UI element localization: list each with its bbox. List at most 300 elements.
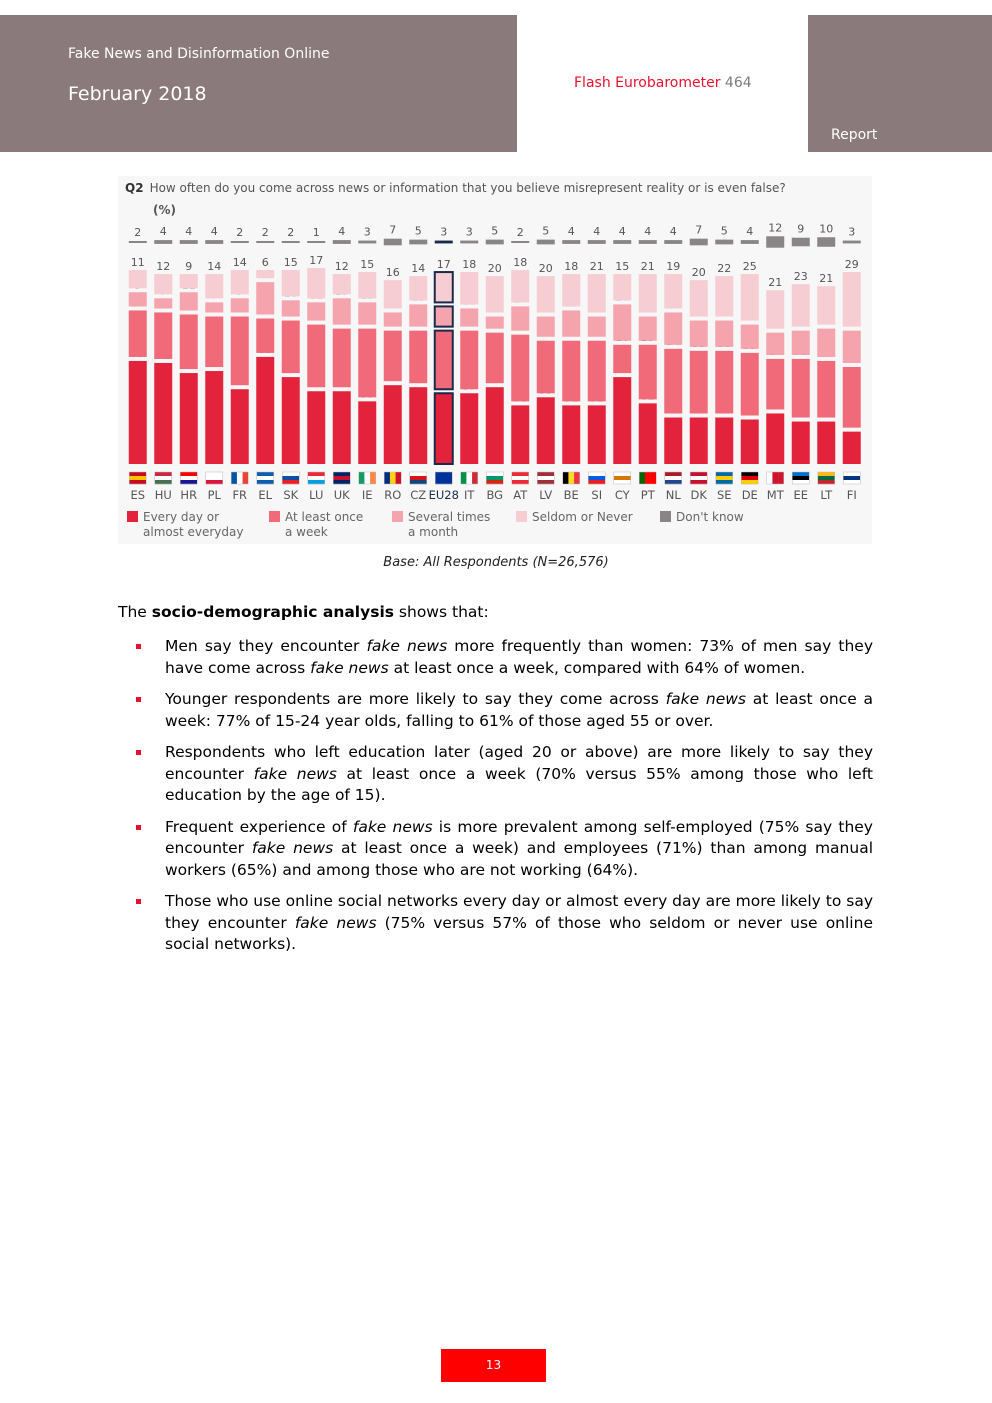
- flag-cy: [614, 472, 631, 484]
- bar-s1-ie: [358, 329, 376, 398]
- label-dontknow-it: 3: [465, 225, 473, 239]
- bar-group-hr: [180, 225, 198, 502]
- bar-s0-at: [511, 405, 529, 464]
- legend-swatch: [127, 511, 138, 522]
- bar-s2-si: [588, 317, 606, 337]
- legend-item-2: [392, 510, 490, 540]
- bar-dontknow-de: [741, 240, 759, 244]
- bar-s2-it: [460, 308, 478, 326]
- flag-fr: [231, 472, 248, 484]
- flag-hr: [180, 472, 197, 484]
- bar-s0-ee: [792, 422, 810, 464]
- bar-s2-se: [715, 321, 733, 347]
- label-s3-nl: 19: [666, 260, 681, 274]
- bar-group-at: [511, 226, 529, 502]
- bar-s3-el: [256, 270, 274, 278]
- label-s3-eu28: 17: [436, 258, 451, 272]
- bar-s1-it: [460, 331, 478, 390]
- bar-dontknow-fr: [231, 241, 249, 243]
- flag-nl: [665, 472, 682, 484]
- category-label-se: SE: [716, 488, 732, 502]
- legend-swatch: [392, 511, 403, 522]
- bar-group-lt: [817, 222, 835, 502]
- bar-dontknow-nl: [664, 240, 682, 244]
- chart-container: [118, 176, 872, 544]
- bar-s3-dk: [690, 280, 708, 316]
- category-label-sk: SK: [283, 488, 299, 502]
- bar-s3-uk: [333, 274, 351, 294]
- bar-s2-nl: [664, 312, 682, 344]
- label-dontknow-ie: 3: [363, 225, 371, 239]
- bar-s0-pt: [639, 403, 657, 464]
- flag-sk: [282, 472, 299, 484]
- bar-s3-cy: [613, 274, 631, 300]
- bar-group-fi: [843, 226, 861, 502]
- label-s3-fi: 29: [844, 258, 859, 272]
- bar-dontknow-it: [460, 241, 478, 244]
- bar-dontknow-cz: [409, 240, 427, 245]
- base-note: Base: All Respondents (N=26,576): [383, 555, 609, 570]
- bar-s3-at: [511, 270, 529, 302]
- bar-s1-be: [562, 341, 580, 402]
- bar-s2-lu: [307, 302, 325, 320]
- category-label-uk: UK: [333, 488, 350, 502]
- intro-bold: socio-demographic analysis: [151, 603, 394, 621]
- bar-s3-es: [129, 270, 147, 288]
- flag-fi: [843, 472, 860, 484]
- bar-dontknow-lu: [307, 241, 325, 243]
- bullet-square-icon: [136, 644, 141, 649]
- bar-s2-es: [129, 292, 147, 306]
- header-banner-right: [808, 15, 992, 152]
- label-dontknow-uk: 4: [338, 225, 346, 239]
- bar-dontknow-at: [511, 241, 529, 243]
- bar-s0-pl: [205, 371, 223, 464]
- question-code: Q2: [125, 181, 144, 195]
- bar-s3-pl: [205, 274, 223, 298]
- flag-es: [129, 472, 146, 484]
- bar-s0-se: [715, 418, 733, 465]
- bar-s0-fr: [231, 389, 249, 464]
- label-s3-cy: 15: [615, 260, 630, 274]
- flag-pt: [639, 472, 656, 484]
- legend-label: Every day or: [143, 510, 220, 524]
- label-s3-lv: 20: [538, 262, 553, 276]
- flag-hu: [155, 472, 172, 484]
- label-s3-hr: 9: [185, 260, 193, 274]
- bar-s0-es: [129, 361, 147, 464]
- label-s3-ie: 15: [360, 258, 375, 272]
- bar-group-ie: [358, 226, 376, 502]
- question-text: How often do you come across news or information that you believe misrepresent reality or is even false?: [149, 181, 786, 195]
- unit-label: (%): [153, 203, 176, 217]
- label-s3-fr: 14: [232, 256, 247, 270]
- bar-s1-lu: [307, 325, 325, 388]
- bar-s0-mt: [766, 413, 784, 464]
- category-label-be: BE: [563, 488, 579, 502]
- label-s3-hu: 12: [156, 260, 171, 274]
- bullet-square-icon: [136, 825, 141, 830]
- label-s3-el: 6: [261, 256, 269, 270]
- bar-dontknow-el: [256, 241, 274, 243]
- bar-s3-pt: [639, 274, 657, 312]
- label-s3-lt: 21: [819, 272, 834, 286]
- category-label-pl: PL: [207, 488, 221, 502]
- flag-si: [588, 472, 605, 484]
- bar-group-nl: [664, 225, 682, 502]
- bar-s3-de: [741, 274, 759, 321]
- bar-group-de: [741, 225, 759, 502]
- bar-s0-cz: [409, 387, 427, 464]
- bar-group-be: [562, 225, 580, 502]
- bar-s2-uk: [333, 298, 351, 324]
- legend-label: Several times: [408, 510, 491, 524]
- bar-group-ro: [384, 224, 402, 502]
- bar-s1-bg: [486, 333, 504, 384]
- category-label-hr: HR: [180, 488, 198, 502]
- bar-dontknow-lv: [537, 240, 555, 245]
- label-dontknow-lv: 5: [542, 224, 550, 238]
- bar-s0-dk: [690, 418, 708, 465]
- intro-paragraph: The socio-demographic analysis shows that:: [118, 603, 489, 621]
- label-s3-bg: 20: [487, 262, 502, 276]
- bar-s2-hr: [180, 292, 198, 310]
- label-s3-ee: 23: [793, 270, 808, 284]
- bullet-item: Those who use online social networks every day or almost every day are more likely to say they encounter fake news (75% versus 57% of those who seldom or never use online social networks).: [136, 891, 873, 956]
- header-banner-left: [0, 15, 517, 152]
- bar-dontknow-bg: [486, 240, 504, 245]
- bar-s2-lt: [817, 329, 835, 357]
- bar-s1-dk: [690, 351, 708, 414]
- bullet-square-icon: [136, 899, 141, 904]
- bar-group-si: [588, 225, 606, 502]
- bar-s0-uk: [333, 391, 351, 464]
- bar-s2-ie: [358, 302, 376, 324]
- bar-dontknow-lt: [817, 237, 835, 247]
- bar-s2-fr: [231, 298, 249, 312]
- bar-s3-hu: [154, 274, 172, 294]
- bar-s3-ro: [384, 280, 402, 308]
- bar-dontknow-uk: [333, 240, 351, 244]
- bar-s1-si: [588, 341, 606, 402]
- label-dontknow-de: 4: [746, 225, 754, 239]
- flag-se: [716, 472, 733, 484]
- bar-s1-cz: [409, 331, 427, 384]
- category-label-it: IT: [464, 488, 475, 502]
- bar-s1-se: [715, 351, 733, 414]
- bar-s2-ee: [792, 331, 810, 355]
- bar-s2-de: [741, 325, 759, 349]
- flag-lt: [818, 472, 835, 484]
- label-s3-ro: 16: [385, 266, 400, 280]
- category-label-cy: CY: [614, 488, 630, 502]
- bar-s3-fi: [843, 272, 861, 327]
- bar-group-cy: [613, 225, 631, 502]
- bar-s0-hr: [180, 373, 198, 464]
- bar-group-el: [256, 226, 274, 502]
- flag-bg: [486, 472, 503, 484]
- bar-group-lu: [307, 226, 325, 502]
- category-label-ee: EE: [793, 488, 809, 502]
- bar-group-hu: [154, 225, 172, 502]
- bar-group-mt: [766, 221, 784, 502]
- report-label: Report: [831, 127, 878, 143]
- bar-s1-ro: [384, 331, 402, 382]
- label-s3-pt: 21: [640, 260, 655, 274]
- bar-group-bg: [486, 225, 504, 502]
- label-dontknow-lt: 10: [819, 222, 834, 236]
- flag-be: [563, 472, 580, 484]
- bar-dontknow-hr: [180, 240, 198, 244]
- bar-dontknow-sk: [282, 241, 300, 243]
- bar-dontknow-ro: [384, 239, 402, 246]
- legend-item-1: [269, 510, 363, 540]
- bar-s0-it: [460, 393, 478, 464]
- bar-dontknow-ee: [792, 238, 810, 247]
- bar-dontknow-cy: [613, 240, 631, 244]
- bar-s1-lv: [537, 341, 555, 394]
- legend-label-line2: a month: [408, 525, 459, 539]
- flag-ie: [359, 472, 376, 484]
- label-dontknow-el: 2: [261, 226, 269, 239]
- label-s3-dk: 20: [691, 266, 706, 280]
- category-label-lt: LT: [820, 488, 833, 502]
- label-s3-be: 18: [564, 260, 579, 274]
- label-dontknow-lu: 1: [312, 226, 320, 239]
- bar-s1-pl: [205, 317, 223, 368]
- bar-group-pl: [205, 225, 223, 502]
- bar-dontknow-eu28: [435, 241, 453, 244]
- label-s3-cz: 14: [411, 262, 426, 276]
- label-dontknow-hr: 4: [185, 225, 193, 239]
- legend-item-0: [127, 510, 243, 540]
- bar-dontknow-ie: [358, 241, 376, 244]
- bar-group-ee: [792, 223, 810, 502]
- bar-s3-lv: [537, 276, 555, 312]
- legend-item-3: [516, 510, 633, 525]
- bar-dontknow-fi: [843, 241, 861, 244]
- bar-s3-lt: [817, 286, 835, 324]
- legend-label: Don't know: [676, 510, 744, 524]
- label-dontknow-hu: 4: [159, 225, 167, 239]
- category-label-hu: HU: [154, 488, 172, 502]
- label-s3-lu: 17: [309, 254, 324, 268]
- bar-s1-hu: [154, 312, 172, 359]
- bar-s3-be: [562, 274, 580, 306]
- bar-s1-sk: [282, 321, 300, 374]
- bar-s1-es: [129, 310, 147, 357]
- bar-group-dk: [690, 224, 708, 502]
- bar-s1-de: [741, 353, 759, 416]
- bar-s1-cy: [613, 345, 631, 373]
- bar-s1-ee: [792, 359, 810, 418]
- flag-ro: [384, 472, 401, 484]
- bar-dontknow-si: [588, 240, 606, 244]
- bar-s2-at: [511, 306, 529, 330]
- category-label-ro: RO: [384, 488, 402, 502]
- flag-it: [461, 472, 478, 484]
- bullet-item: Respondents who left education later (aged 20 or above) are more likely to say they encounter fake news at least once a week (70% versus 55% among those who left education by the age of 15).: [136, 742, 873, 807]
- flag-uk: [333, 472, 350, 484]
- category-label-pt: PT: [640, 488, 655, 502]
- bar-group-it: [460, 226, 478, 502]
- bar-s2-el: [256, 282, 274, 314]
- category-label-si: SI: [591, 488, 603, 502]
- bar-group-se: [715, 225, 733, 502]
- bar-s3-ie: [358, 272, 376, 298]
- bar-s1-fr: [231, 317, 249, 386]
- bar-s3-bg: [486, 276, 504, 312]
- bar-group-pt: [639, 225, 657, 502]
- label-dontknow-bg: 5: [491, 224, 499, 238]
- category-label-dk: DK: [690, 488, 707, 502]
- category-label-lv: LV: [539, 488, 553, 502]
- label-dontknow-be: 4: [567, 225, 575, 239]
- label-s3-se: 22: [717, 262, 732, 276]
- label-dontknow-ro: 7: [389, 223, 397, 237]
- bar-s3-mt: [766, 290, 784, 328]
- bar-dontknow-se: [715, 240, 733, 245]
- label-dontknow-si: 4: [593, 225, 601, 239]
- document-title: Fake News and Disinformation Online: [68, 46, 330, 62]
- bar-s3-hr: [180, 274, 198, 288]
- bar-dontknow-pl: [205, 240, 223, 244]
- bar-s0-lu: [307, 391, 325, 464]
- bar-dontknow-es: [129, 241, 147, 243]
- label-dontknow-se: 5: [720, 224, 728, 238]
- category-label-mt: MT: [766, 488, 784, 502]
- bar-group-sk: [282, 226, 300, 502]
- bullet-item: Frequent experience of fake news is more prevalent among self-employed (75% say they encounter fake news at least once a week) and employees (71%) than among manual workers (65%) and among those who are not working (64%).: [136, 817, 873, 882]
- legend-label-line2: a week: [285, 525, 328, 539]
- bar-s2-cz: [409, 304, 427, 326]
- flag-cz: [410, 472, 427, 484]
- bar-s0-sk: [282, 377, 300, 464]
- label-s3-uk: 12: [334, 260, 349, 274]
- label-dontknow-fr: 2: [236, 226, 244, 239]
- category-label-ie: IE: [361, 488, 373, 502]
- legend-label: Seldom or Never: [532, 510, 633, 524]
- label-dontknow-eu28: 3: [440, 225, 448, 239]
- label-s3-at: 18: [513, 256, 528, 270]
- category-label-eu28: EU28: [428, 488, 459, 502]
- bar-s3-cz: [409, 276, 427, 300]
- bar-s3-ee: [792, 284, 810, 326]
- legend-label-line2: almost everyday: [143, 525, 244, 539]
- bar-group-eu28: [429, 226, 459, 502]
- bar-s0-nl: [664, 418, 682, 465]
- bar-s2-be: [562, 310, 580, 336]
- legend-label: At least once: [285, 510, 364, 524]
- bar-s1-mt: [766, 359, 784, 410]
- bullet-item: Younger respondents are more likely to say they come across fake news at least once a week: 77% of 15-24 year olds, falling to 61% of those aged 55 or over.: [136, 689, 873, 732]
- label-dontknow-pt: 4: [644, 225, 652, 239]
- bar-s3-si: [588, 274, 606, 312]
- bar-s1-at: [511, 335, 529, 402]
- bar-s2-fi: [843, 331, 861, 363]
- label-dontknow-ee: 9: [797, 222, 805, 236]
- bar-s3-lu: [307, 268, 325, 298]
- bar-group-es: [129, 226, 147, 502]
- flag-at: [512, 472, 529, 484]
- label-dontknow-cy: 4: [618, 225, 626, 239]
- flag-mt: [767, 472, 784, 484]
- category-label-fr: FR: [232, 488, 248, 502]
- bar-s0-lt: [817, 422, 835, 464]
- bar-s2-ro: [384, 312, 402, 326]
- bar-s1-pt: [639, 345, 657, 400]
- label-dontknow-at: 2: [516, 226, 524, 239]
- bar-s1-uk: [333, 329, 351, 388]
- category-label-es: ES: [130, 488, 146, 502]
- bar-s0-el: [256, 357, 274, 464]
- bar-dontknow-dk: [690, 239, 708, 246]
- label-dontknow-cz: 5: [414, 224, 422, 238]
- bar-s0-fi: [843, 432, 861, 464]
- label-s3-sk: 15: [283, 256, 298, 270]
- bar-s0-de: [741, 420, 759, 464]
- bar-s3-se: [715, 276, 733, 316]
- legend-item-4: [660, 510, 744, 525]
- bar-dontknow-hu: [154, 240, 172, 244]
- flag-eu28: [435, 472, 452, 484]
- bar-s2-cy: [613, 304, 631, 340]
- bar-s2-pl: [205, 302, 223, 312]
- bar-s3-it: [460, 272, 478, 304]
- bar-s0-lv: [537, 397, 555, 464]
- flag-de: [741, 472, 758, 484]
- bar-dontknow-pt: [639, 240, 657, 244]
- page-number: 13: [441, 1349, 546, 1382]
- label-dontknow-dk: 7: [695, 223, 703, 237]
- category-label-el: EL: [258, 488, 273, 502]
- bar-s1-fi: [843, 367, 861, 428]
- flag-dk: [690, 472, 707, 484]
- label-s3-si: 21: [589, 260, 604, 274]
- bar-group-uk: [333, 225, 351, 502]
- bar-s0-eu28: [435, 393, 453, 464]
- bar-s0-cy: [613, 377, 631, 464]
- category-label-fi: FI: [846, 488, 857, 502]
- legend-swatch: [269, 511, 280, 522]
- flag-lv: [537, 472, 554, 484]
- category-label-cz: CZ: [410, 488, 427, 502]
- document-date: February 2018: [68, 83, 207, 105]
- label-s3-it: 18: [462, 258, 477, 272]
- bar-s2-mt: [766, 333, 784, 355]
- bar-s0-bg: [486, 387, 504, 464]
- bullet-list: [136, 636, 873, 966]
- category-label-bg: BG: [486, 488, 504, 502]
- label-dontknow-pl: 4: [210, 225, 218, 239]
- bar-s2-hu: [154, 298, 172, 308]
- label-s3-pl: 14: [207, 260, 222, 274]
- survey-name: Flash Eurobarometer: [574, 75, 721, 91]
- bar-s2-lv: [537, 317, 555, 337]
- label-s3-es: 11: [130, 256, 145, 270]
- bar-s3-nl: [664, 274, 682, 308]
- stacked-bar-chart: [118, 176, 872, 506]
- bar-dontknow-mt: [766, 236, 784, 247]
- bar-group-lv: [537, 225, 555, 502]
- bullet-square-icon: [136, 750, 141, 755]
- bar-s0-be: [562, 405, 580, 464]
- label-dontknow-sk: 2: [287, 226, 295, 239]
- bar-s2-dk: [690, 321, 708, 347]
- flag-el: [257, 472, 274, 484]
- bar-s2-bg: [486, 317, 504, 329]
- bar-dontknow-be: [562, 240, 580, 244]
